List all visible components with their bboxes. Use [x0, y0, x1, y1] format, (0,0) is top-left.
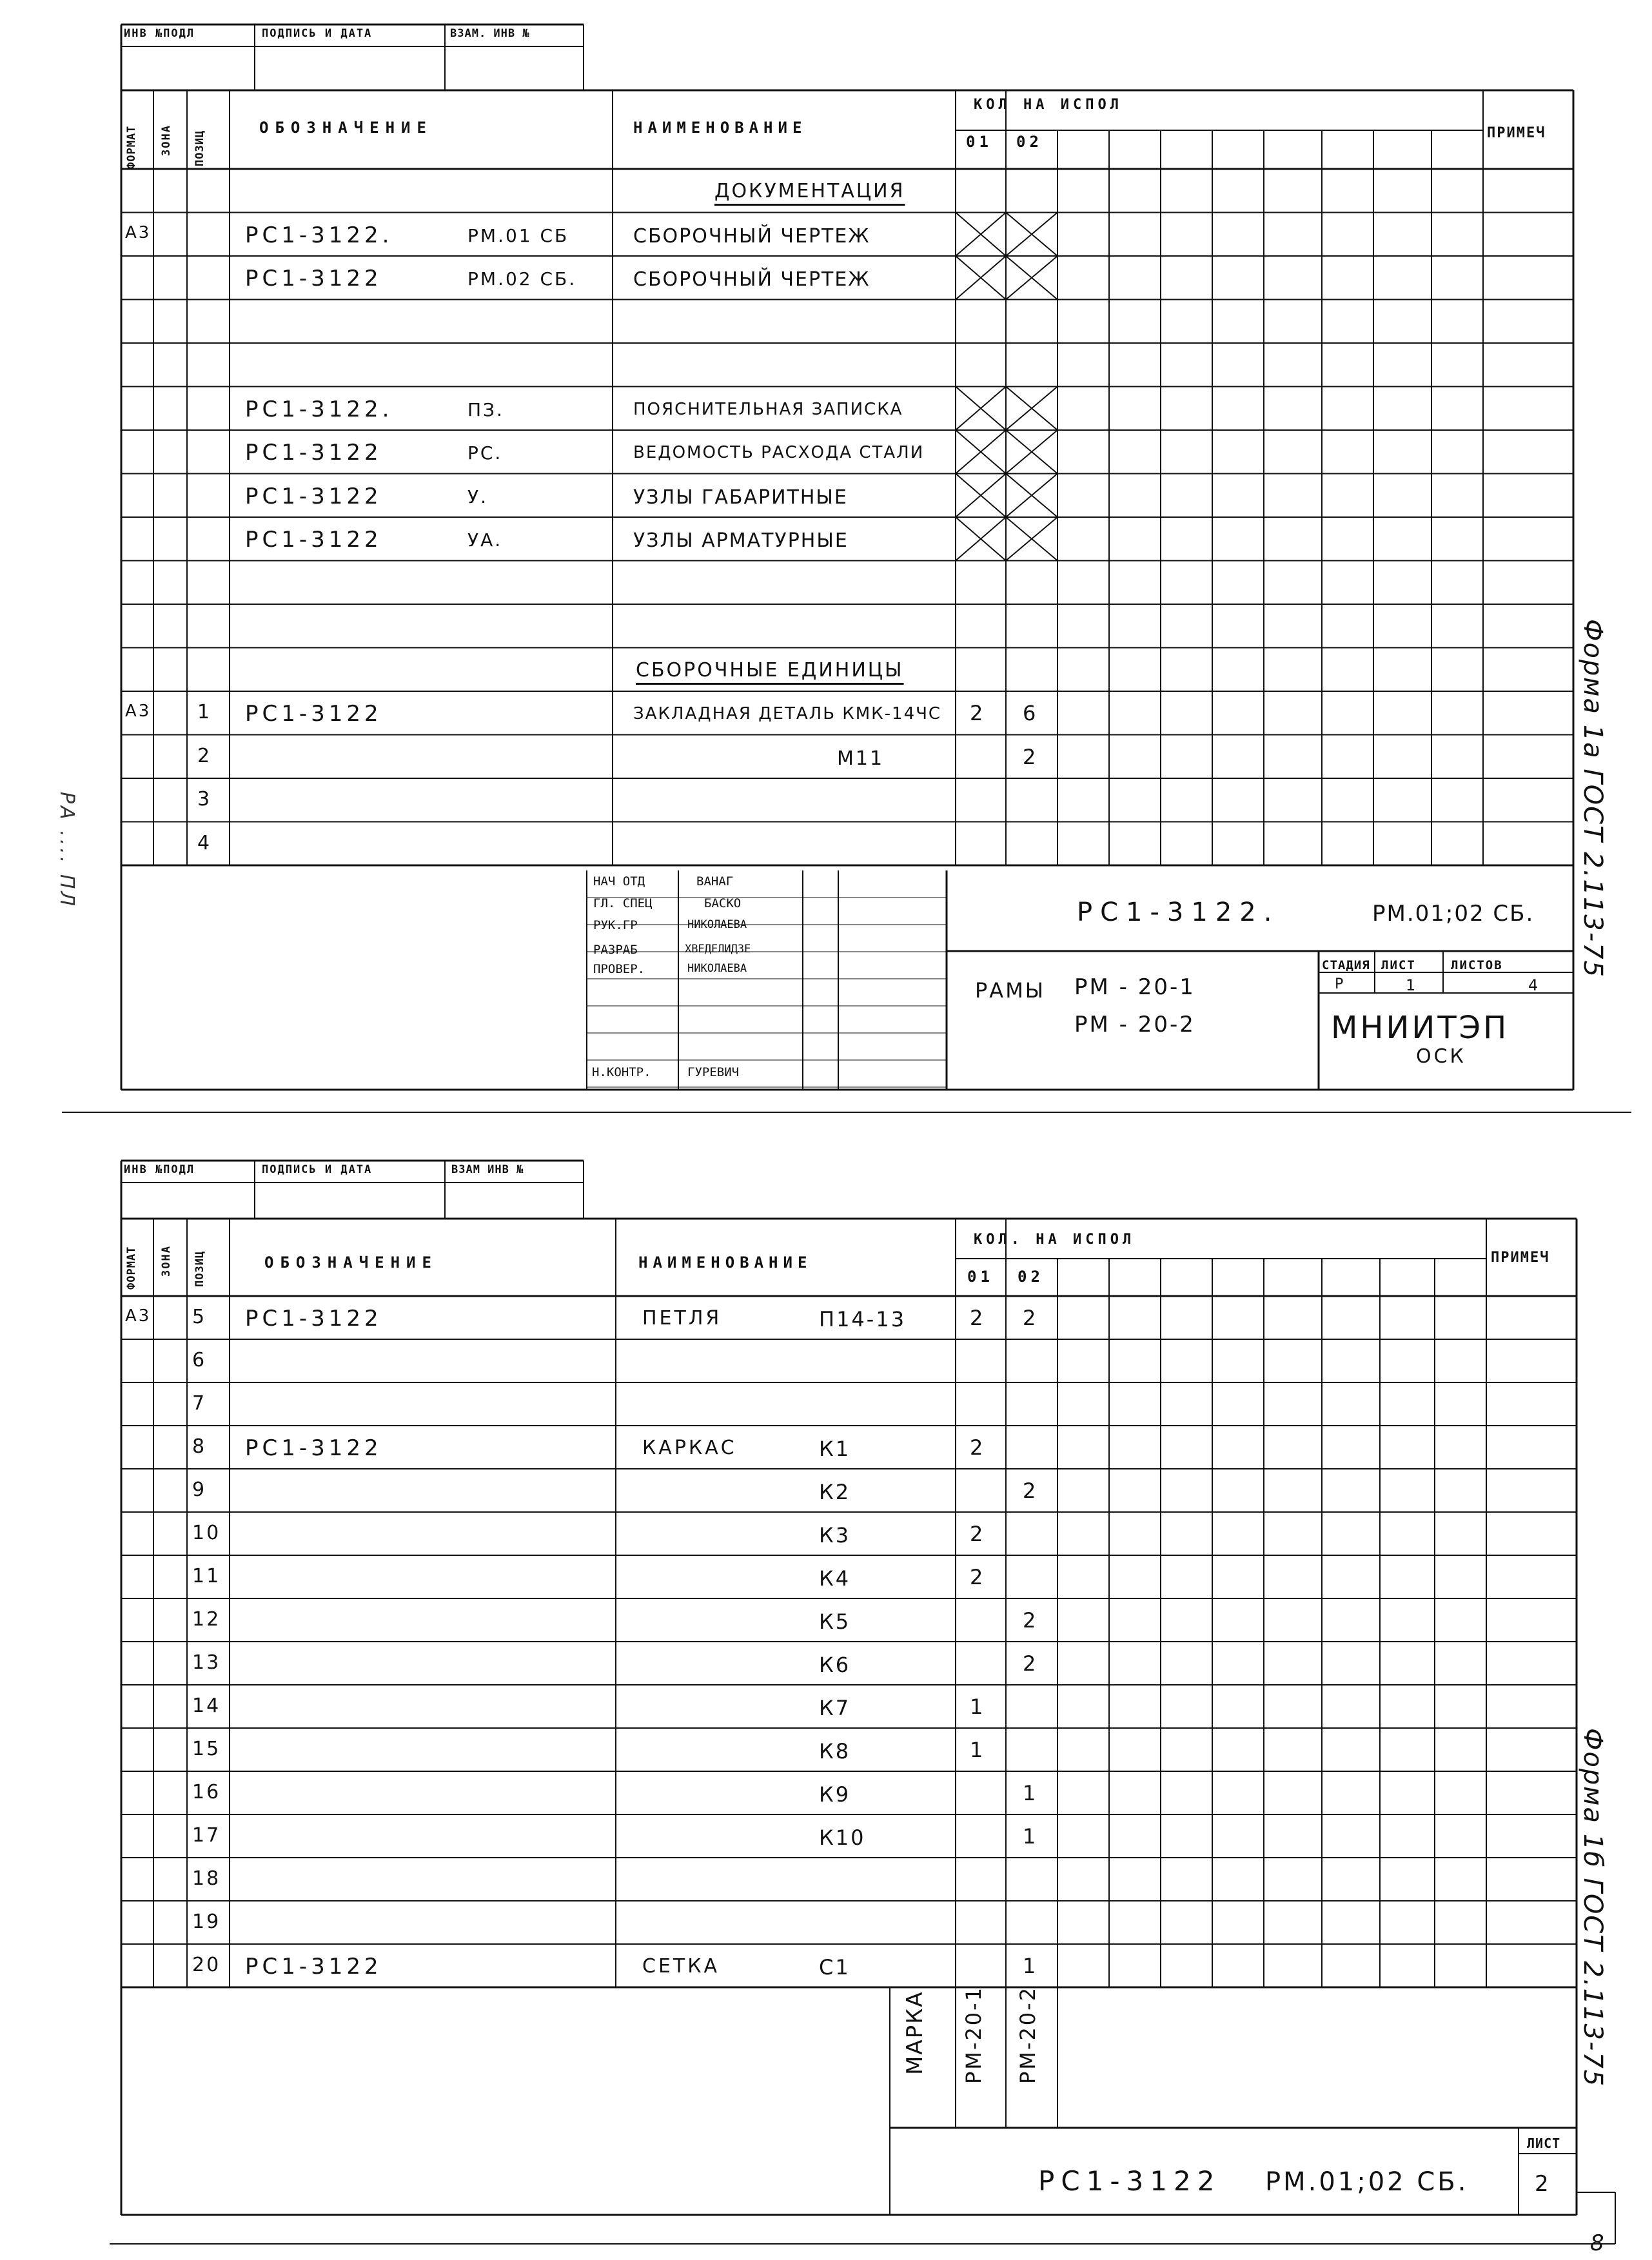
- row-pos: 10: [192, 1522, 221, 1544]
- row-name: УЗЛЫ ГАБАРИТНЫЕ: [633, 486, 848, 509]
- s2-doc-suffix: РМ.01;02 СБ.: [1265, 2167, 1469, 2197]
- row-designation: РС1-3122: [245, 1954, 382, 1980]
- row-pos: 4: [197, 831, 212, 854]
- s2-col-qty: КОЛ. НА ИСПОЛ: [974, 1232, 1136, 1248]
- s1-col-q1: 01: [966, 133, 992, 151]
- row-pos: 15: [192, 1738, 221, 1760]
- s1-org: МНИИТЭП: [1331, 1010, 1509, 1046]
- s2-sheet-no: 2: [1535, 2171, 1551, 2197]
- row-code: ПЗ.: [467, 398, 504, 420]
- row-q1: 2: [970, 1565, 985, 1589]
- s1-col-q2: 02: [1016, 133, 1043, 151]
- row-designation: РС1-3122: [245, 527, 382, 553]
- row-pos: 18: [192, 1867, 221, 1890]
- row-pos: 1: [197, 701, 212, 723]
- row-pos: 9: [192, 1479, 207, 1501]
- s1-doc-suffix: РМ.01;02 СБ.: [1372, 901, 1535, 927]
- row-designation: РС1-3122: [245, 266, 382, 291]
- row-q1: 2: [970, 1522, 985, 1546]
- s1-col-zone: ЗОНА: [160, 124, 173, 156]
- row-pos: 7: [192, 1392, 207, 1415]
- sig-role: РАЗРАБ: [593, 943, 638, 957]
- section-heading: ДОКУМЕНТАЦИЯ: [714, 180, 905, 202]
- sig-name: НИКОЛАЕВА: [687, 962, 747, 975]
- row-designation: РС1-3122.: [245, 396, 393, 422]
- sig-name: НИКОЛАЕВА: [687, 918, 747, 931]
- section-heading: СБОРОЧНЫЕ ЕДИНИЦЫ: [636, 658, 904, 682]
- s1-form-note: Форма 1а ГОСТ 2.113-75: [1578, 619, 1608, 979]
- s2-col-q2: 02: [1018, 1268, 1044, 1286]
- s1-col-designation: ОБОЗНАЧЕНИЕ: [259, 119, 433, 137]
- s1-title-line: РМ - 20-2: [1074, 1012, 1195, 1037]
- s1-col-format: ФОРМАТ: [125, 125, 138, 169]
- row-q1: 2: [970, 1306, 985, 1330]
- s1-col-qty: КОЛ НА ИСПОЛ: [974, 97, 1123, 113]
- s1-title-line: РМ - 20-1: [1074, 974, 1195, 1000]
- s2-inv-vzam: ВЗАМ ИНВ №: [451, 1163, 524, 1176]
- row-q2: 1: [1023, 1781, 1038, 1805]
- sig-role: ГЛ. СПЕЦ: [593, 896, 653, 910]
- sig-name: ХВЕДЕЛИДЗЕ: [685, 943, 751, 956]
- sig-role: ПРОВЕР.: [593, 962, 645, 976]
- s2-inv-podl: ИНВ №ПОДЛ: [124, 1163, 195, 1176]
- s1-side-mark: РА .... ПЛ: [55, 792, 78, 909]
- row-q2: 2: [1023, 1608, 1038, 1633]
- row-name: ВЕДОМОСТЬ РАСХОДА СТАЛИ: [633, 443, 925, 462]
- row-mark: К10: [819, 1825, 866, 1850]
- row-q2: 1: [1023, 1954, 1038, 1978]
- row-pos: 2: [197, 744, 212, 767]
- s1-title-label: РАМЫ: [975, 978, 1046, 1003]
- row-format: А3: [125, 222, 152, 242]
- row-name: СБОРОЧНЫЙ ЧЕРТЕЖ: [633, 224, 870, 248]
- row-name: СБОРОЧНЫЙ ЧЕРТЕЖ: [633, 268, 870, 291]
- s2-form-note: Форма 1б ГОСТ 2.113-75: [1578, 1728, 1608, 2088]
- s1-inv-podl: ИНВ №ПОДЛ: [124, 27, 195, 40]
- row-designation: РС1-3122: [245, 1435, 382, 1461]
- row-pos: 13: [192, 1651, 221, 1674]
- row-mark: К9: [819, 1782, 851, 1807]
- row-designation: РС1-3122.: [245, 222, 393, 248]
- s2-inv-sign: ПОДПИСЬ И ДАТА: [262, 1163, 373, 1176]
- row-designation: РС1-3122: [245, 701, 382, 727]
- row-q1: 2: [970, 701, 985, 725]
- row-pos: 5: [192, 1306, 207, 1328]
- row-q2: 1: [1023, 1824, 1038, 1849]
- row-code: У.: [467, 486, 488, 507]
- row-mark: К1: [819, 1437, 851, 1461]
- row-mark: К4: [819, 1566, 851, 1591]
- row-mark: К8: [819, 1739, 851, 1764]
- row-mark: С1: [819, 1955, 851, 1980]
- s1-listov-h: ЛИСТОВ: [1451, 958, 1503, 972]
- row-mark: П14-13: [819, 1307, 907, 1331]
- row-q1: 1: [970, 1695, 985, 1719]
- row-designation: РС1-3122: [245, 1306, 382, 1331]
- row-name: КАРКАС: [642, 1437, 737, 1459]
- row-format: А3: [125, 1306, 152, 1326]
- row-pos: 14: [192, 1695, 221, 1717]
- row-code: РМ.01 СБ: [467, 224, 569, 246]
- s1-stage: Р: [1335, 976, 1346, 992]
- row-q2: 2: [1023, 1651, 1038, 1676]
- row-name: ПОЯСНИТЕЛЬНАЯ ЗАПИСКА: [633, 399, 903, 419]
- s2-page-no: 8: [1590, 2230, 1606, 2256]
- s1-stage-h: СТАДИЯ: [1322, 958, 1370, 972]
- row-q1: 2: [970, 1435, 985, 1460]
- row-pos: 20: [192, 1954, 221, 1976]
- row-q2: 2: [1023, 1479, 1038, 1503]
- row-mark: К5: [819, 1609, 851, 1634]
- sig-role: РУК.ГР: [593, 918, 638, 932]
- s2-col-designation: ОБОЗНАЧЕНИЕ: [264, 1253, 438, 1272]
- row-designation: РС1-3122: [245, 440, 382, 466]
- s2-sheet-label: ЛИСТ: [1527, 2136, 1561, 2151]
- s1-inv-vzam: ВЗАМ. ИНВ №: [450, 27, 530, 40]
- row-pos: 8: [192, 1435, 207, 1458]
- row-mark: К3: [819, 1523, 851, 1548]
- row-pos: 6: [192, 1349, 207, 1371]
- row-name: ЗАКЛАДНАЯ ДЕТАЛЬ КМК-14ЧС: [633, 704, 942, 723]
- s2-col-format: ФОРМАТ: [125, 1246, 138, 1290]
- s2-marka-2: РМ-20-2: [1016, 1985, 1040, 2084]
- s2-marka-label: МАРКА: [902, 1990, 928, 2075]
- s1-doc-code: РС1-3122.: [1077, 898, 1280, 927]
- s2-col-name: НАИМЕНОВАНИЕ: [638, 1253, 812, 1272]
- row-code: УА.: [467, 529, 503, 551]
- s1-listov: 4: [1528, 976, 1540, 994]
- s2-col-note: ПРИМЕЧ: [1491, 1250, 1550, 1266]
- s1-list: 1: [1406, 976, 1418, 994]
- row-mark: К2: [819, 1480, 851, 1504]
- row-pos: 12: [192, 1608, 221, 1631]
- s1-inv-sign: ПОДПИСЬ И ДАТА: [262, 27, 373, 40]
- s2-marka-1: РМ-20-1: [961, 1985, 986, 2084]
- row-name: СЕТКА: [642, 1955, 720, 1978]
- s1-col-pos: ПОЗИЦ: [193, 130, 206, 166]
- row-q2: 2: [1023, 744, 1038, 769]
- row-name: М11: [837, 747, 885, 770]
- s1-org-sub: ОСК: [1416, 1045, 1466, 1068]
- s2-col-zone: ЗОНА: [160, 1245, 173, 1277]
- sig-name: ВАНАГ: [696, 874, 734, 889]
- sig-name: ГУРЕВИЧ: [687, 1065, 740, 1079]
- row-code: РМ.02 СБ.: [467, 268, 577, 290]
- row-q1: 1: [970, 1738, 985, 1762]
- row-pos: 17: [192, 1824, 221, 1847]
- s1-col-note: ПРИМЕЧ: [1487, 125, 1546, 141]
- row-name: УЗЛЫ АРМАТУРНЫЕ: [633, 529, 849, 552]
- row-mark: К7: [819, 1696, 851, 1720]
- row-q2: 2: [1023, 1306, 1038, 1330]
- sig-role: НАЧ ОТД: [593, 874, 645, 889]
- row-mark: К6: [819, 1653, 851, 1677]
- sig-name: БАСКО: [704, 896, 742, 910]
- row-pos: 19: [192, 1911, 221, 1933]
- row-code: РС.: [467, 442, 503, 464]
- row-name: ПЕТЛЯ: [642, 1307, 722, 1330]
- row-pos: 16: [192, 1781, 221, 1803]
- s2-doc-code: РС1-3122: [1038, 2165, 1221, 2197]
- row-q2: 6: [1023, 701, 1038, 725]
- s2-col-pos: ПОЗИЦ: [193, 1250, 206, 1287]
- s1-list-h: ЛИСТ: [1381, 958, 1416, 972]
- row-pos: 11: [192, 1565, 221, 1587]
- row-pos: 3: [197, 788, 212, 811]
- s2-col-q1: 01: [967, 1268, 994, 1286]
- row-designation: РС1-3122: [245, 483, 382, 509]
- sig-role: Н.КОНТР.: [592, 1065, 651, 1079]
- row-format: А3: [125, 702, 152, 721]
- s1-col-name: НАИМЕНОВАНИЕ: [633, 119, 807, 137]
